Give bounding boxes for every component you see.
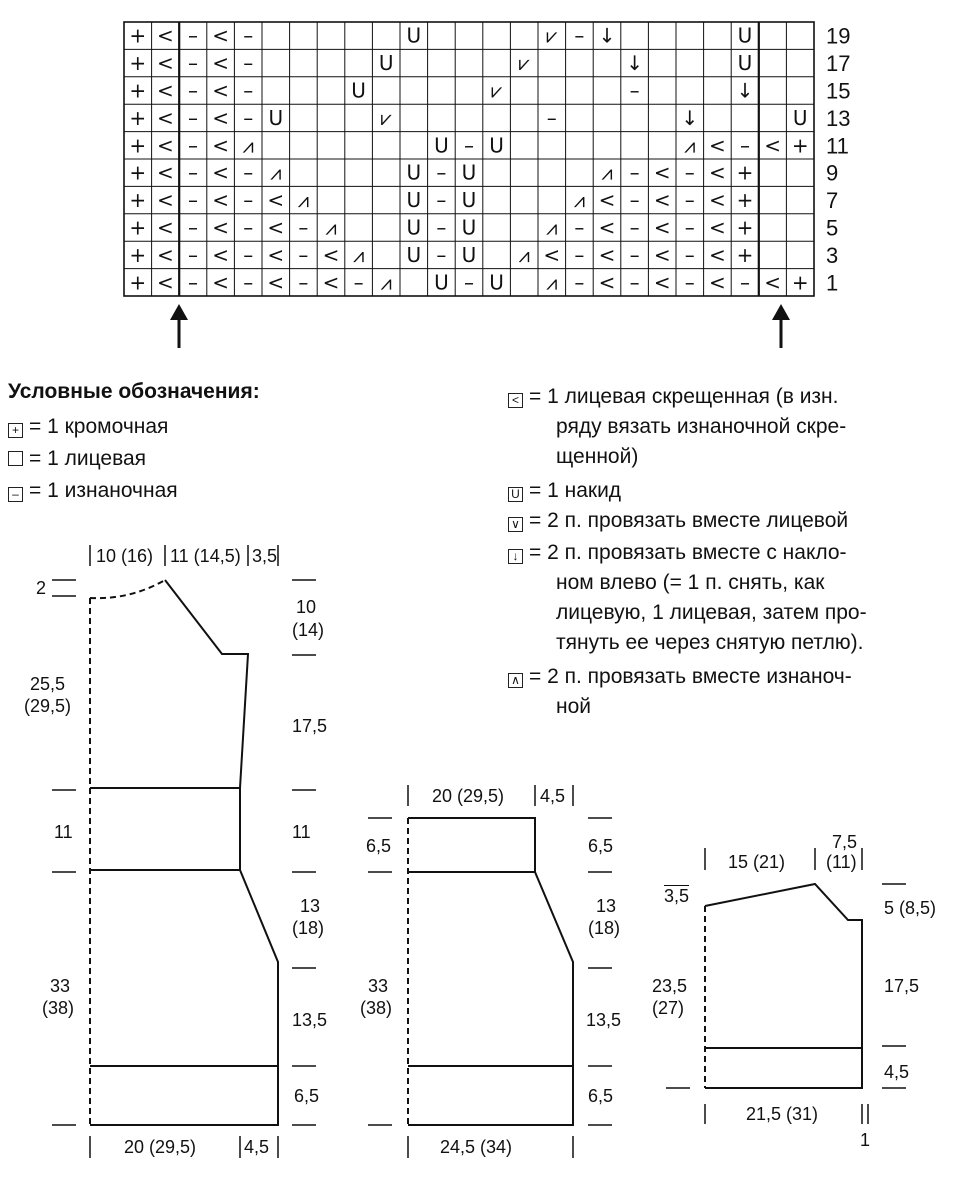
front-taper-height: 13 [596, 896, 617, 916]
chart-stitch-symbol: – [684, 215, 695, 240]
chart-stitch-symbol: ⩗ [490, 78, 503, 103]
chart-stitch-symbol: < [598, 270, 616, 295]
back-bottom-side: 4,5 [244, 1137, 270, 1157]
ssk-icon: ↓ [508, 549, 523, 564]
front-yoke-right: 6,5 [588, 836, 614, 856]
back-shoulder-height: 10 [296, 597, 317, 617]
sleeve-cap-width: 7,5 [832, 832, 858, 852]
chart-stitch-symbol: U [737, 23, 753, 48]
chart-stitch-symbol: + [129, 133, 147, 158]
legend-item-edge: + = 1 кромочная [8, 414, 168, 440]
chart-stitch-symbol: ⩘ [270, 160, 282, 185]
chart-stitch-symbol: U [737, 51, 753, 76]
chart-stitch-symbol: ⩘ [601, 160, 613, 185]
chart-stitch-symbol: < [157, 160, 174, 185]
chart-stitch-symbol: + [129, 78, 147, 103]
chart-stitch-symbol: < [212, 270, 229, 295]
chart-stitch-symbol: < [322, 242, 340, 267]
chart-stitch-symbol: – [464, 133, 474, 158]
chart-stitch-symbol: < [764, 133, 781, 158]
back-top-right-width: 3,5 [252, 546, 278, 566]
chart-stitch-symbol: U [434, 270, 449, 295]
back-armhole-height: 25,5 [30, 674, 66, 694]
sleeve-right-length: 17,5 [884, 976, 920, 996]
chart-row-number: 9 [826, 160, 839, 186]
chart-stitch-symbol: – [629, 242, 640, 267]
chart-stitch-symbol: < [653, 160, 671, 185]
chart-stitch-symbol: < [212, 105, 229, 130]
sleeve-cap-right: 5 (8,5) [884, 898, 937, 918]
chart-stitch-symbol: + [129, 23, 147, 48]
chart-stitch-symbol: < [157, 23, 174, 48]
chart-stitch-symbol: + [736, 242, 754, 267]
front-hem-height: 6,5 [588, 1086, 614, 1106]
legend-line: ряду вязать изнаночной скре- [556, 415, 847, 438]
chart-stitch-symbol: ↓ [681, 105, 699, 130]
chart-stitch-symbol: < [157, 242, 174, 267]
chart-stitch-symbol: – [188, 23, 198, 48]
chart-stitch-symbol: – [298, 270, 309, 295]
p2tog-icon: ∧ [508, 673, 523, 688]
chart-stitch-symbol: + [129, 105, 147, 130]
chart-stitch-symbol: ⩘ [352, 242, 365, 267]
chart-stitch-symbol: ⩘ [546, 270, 558, 295]
chart-stitch-symbol: – [574, 270, 585, 295]
chart-stitch-symbol: < [709, 133, 726, 158]
chart-row-number: 15 [826, 78, 851, 104]
front-lower-height: 13,5 [586, 1010, 622, 1030]
legend-item-knit: = 1 лицевая [8, 446, 146, 472]
chart-stitch-symbol: U [461, 160, 477, 185]
legend-line: тянуть ее через снятую петлю). [556, 631, 864, 654]
front-top-width: 20 (29,5) [432, 786, 505, 806]
chart-stitch-symbol: – [574, 215, 585, 240]
chart-stitch-symbol: + [129, 188, 147, 213]
chart-stitch-symbol: < [653, 270, 671, 295]
chart-stitch-symbol: < [157, 51, 174, 76]
chart-stitch-symbol: – [243, 215, 254, 240]
chart-stitch-symbol: < [709, 188, 726, 213]
chart-stitch-symbol: – [188, 51, 198, 76]
front-piece-outline [408, 818, 573, 1125]
legend-item-yarnover: U = 1 накид [508, 478, 621, 504]
chart-stitch-symbol: – [188, 188, 198, 213]
chart-stitch-symbol: < [653, 242, 671, 267]
chart-stitch-symbol: – [243, 242, 254, 267]
chart-stitch-symbol: < [157, 78, 174, 103]
chart-stitch-symbol: ↓ [598, 23, 616, 48]
chart-row-number: 3 [826, 242, 839, 268]
chart-stitch-symbol: U [434, 133, 449, 158]
chart-stitch-symbol: < [212, 78, 229, 103]
chart-stitch-symbol: – [243, 160, 254, 185]
chart-stitch-symbol: < [267, 188, 285, 213]
sleeve-top-width: 15 (21) [728, 852, 786, 872]
chart-stitch-symbol: – [629, 160, 640, 185]
back-yoke-height: 11 [54, 822, 73, 842]
chart-stitch-symbol: – [243, 270, 254, 295]
chart-stitch-symbol: < [267, 242, 285, 267]
chart-stitch-symbol: ↓ [626, 51, 643, 76]
chart-row-number: 13 [826, 105, 851, 131]
back-taper-height-alt: (18) [292, 918, 325, 938]
chart-stitch-symbol: U [378, 51, 394, 76]
chart-stitch-symbol: – [188, 78, 198, 103]
chart-stitch-symbol: – [353, 270, 364, 295]
chart-stitch-symbol: ⩘ [546, 215, 558, 240]
chart-stitch-symbol: – [629, 270, 640, 295]
back-lower-height: 13,5 [292, 1010, 328, 1030]
sleeve-bottom-width: 21,5 (31) [746, 1104, 819, 1124]
back-armhole-right: 17,5 [292, 716, 328, 736]
back-top-left-width: 10 (16) [96, 546, 154, 566]
chart-stitch-symbol: + [791, 133, 809, 158]
legend-line: ном влево (= 1 п. снять, как [556, 571, 825, 594]
chart-row-number: 17 [826, 51, 851, 77]
legend-item-p2tog: ∧ = 2 п. провязать вместе изнаноч- [508, 664, 852, 690]
chart-stitch-symbol: ⩗ [546, 23, 558, 48]
chart-stitch-symbol: – [188, 133, 198, 158]
chart-stitch-symbol: < [764, 270, 781, 295]
chart-stitch-symbol: < [709, 215, 726, 240]
chart-stitch-symbol: < [212, 133, 229, 158]
chart-stitch-symbol: U [406, 215, 422, 240]
back-body-height-alt: (38) [42, 998, 75, 1018]
back-piece-outline [90, 580, 278, 1125]
chart-row-number: 7 [826, 188, 839, 214]
chart-stitch-symbol: U [461, 242, 477, 267]
chart-row-number: 11 [826, 133, 849, 159]
chart-stitch-symbol: – [629, 215, 640, 240]
back-neck-depth: 2 [36, 578, 47, 598]
chart-stitch-symbol: + [736, 188, 754, 213]
edge-stitch-icon: + [8, 423, 23, 438]
chart-stitch-symbol: < [212, 242, 229, 267]
chart-stitch-symbol: U [406, 160, 422, 185]
chart-stitch-symbol: < [267, 215, 285, 240]
back-top-mid-width: 11 (14,5) [170, 546, 241, 566]
legend-line: щенной) [556, 445, 639, 468]
chart-stitch-symbol: + [736, 160, 754, 185]
chart-stitch-symbol: < [709, 160, 726, 185]
chart-stitch-symbol: < [157, 270, 174, 295]
chart-stitch-symbol: – [298, 242, 309, 267]
chart-stitch-symbol: – [546, 105, 557, 130]
legend-item-twisted: < = 1 лицевая скрещенная (в изн. [508, 384, 839, 410]
chart-stitch-symbol: – [574, 23, 585, 48]
chart-stitch-symbol: – [243, 105, 254, 130]
chart-stitch-symbol: ⩘ [325, 215, 337, 240]
back-bottom-width: 20 (29,5) [124, 1137, 197, 1157]
chart-stitch-symbol: – [188, 215, 198, 240]
chart-stitch-symbol: ↓ [736, 78, 754, 103]
chart-stitch-symbol: < [322, 270, 340, 295]
chart-stitch-symbol: < [212, 23, 229, 48]
chart-stitch-symbol: U [268, 105, 284, 130]
legend-item-k2tog: ∨ = 2 п. провязать вместе лицевой [508, 508, 848, 534]
chart-stitch-symbol: + [736, 215, 754, 240]
chart-stitch-symbol: – [436, 215, 447, 240]
chart-stitch-symbol: + [129, 51, 147, 76]
chart-stitch-symbol: + [129, 270, 147, 295]
back-taper-height: 13 [300, 896, 321, 916]
chart-stitch-symbol: U [406, 242, 422, 267]
chart-stitch-symbol: < [212, 51, 229, 76]
chart-stitch-symbol: < [543, 242, 561, 267]
chart-row-number: 5 [826, 215, 839, 241]
chart-stitch-symbol: + [129, 160, 147, 185]
chart-stitch-symbol: – [436, 160, 447, 185]
legend-line: ной [556, 695, 592, 718]
front-bottom-width: 24,5 (34) [440, 1137, 513, 1157]
front-body-height: 33 [368, 976, 389, 996]
chart-stitch-symbol: ⩘ [518, 242, 530, 267]
chart-stitch-symbol: < [157, 215, 174, 240]
chart-stitch-symbol: U [461, 215, 477, 240]
front-taper-height-alt: (18) [588, 918, 621, 938]
sleeve-cuff-height: 4,5 [884, 1062, 910, 1082]
sleeve-bottom-one: 1 [860, 1130, 871, 1150]
chart-stitch-symbol: < [212, 160, 229, 185]
chart-stitch-symbol: ⩘ [573, 188, 586, 213]
legend-title: Условные обозначения: [8, 380, 260, 403]
yarnover-icon: U [508, 487, 523, 502]
chart-stitch-symbol: ⩘ [684, 133, 696, 158]
chart-stitch-symbol: < [212, 188, 229, 213]
twisted-stitch-icon: < [508, 393, 523, 408]
front-body-height-alt: (38) [360, 998, 393, 1018]
chart-stitch-symbol: – [684, 188, 695, 213]
chart-stitch-symbol: < [157, 188, 174, 213]
chart-stitch-symbol: – [243, 23, 254, 48]
chart-stitch-symbol: + [791, 270, 809, 295]
chart-stitch-symbol: U [406, 188, 422, 213]
front-yoke-left: 6,5 [366, 836, 392, 856]
back-shoulder-height-alt: (14) [292, 620, 325, 640]
chart-stitch-symbol: – [629, 78, 640, 103]
chart-stitch-symbol: – [188, 242, 198, 267]
chart-stitch-symbol: – [574, 242, 585, 267]
chart-stitch-symbol: U [792, 105, 808, 130]
chart-stitch-symbol: U [351, 78, 366, 103]
chart-stitch-symbol: U [489, 270, 504, 295]
back-body-height: 33 [50, 976, 71, 996]
legend-item-purl: – = 1 изнаночная [8, 478, 178, 504]
chart-stitch-symbol: – [740, 270, 750, 295]
chart-stitch-symbol: < [598, 242, 616, 267]
legend-line: лицевую, 1 лицевая, затем про- [556, 601, 867, 624]
chart-stitch-symbol: – [188, 160, 198, 185]
chart-stitch-symbol: + [129, 242, 147, 267]
chart-stitch-symbol: – [464, 270, 474, 295]
chart-stitch-symbol: < [267, 270, 285, 295]
k2tog-icon: ∨ [508, 517, 523, 532]
chart-stitch-symbol: < [709, 242, 726, 267]
chart-stitch-symbol: – [243, 188, 254, 213]
chart-stitch-symbol: – [436, 188, 447, 213]
sleeve-cap-width-alt: (11) [826, 852, 857, 872]
sleeve-length: 23,5 [652, 976, 688, 996]
chart-stitch-symbol: ⩘ [242, 133, 254, 158]
chart-stitch-symbol: – [243, 51, 254, 76]
chart-stitch-symbol: ⩗ [380, 105, 392, 130]
legend-item-ssk: ↓ = 2 п. провязать вместе с накло- [508, 540, 847, 566]
back-yoke-right: 11 [292, 822, 311, 842]
chart-stitch-symbol: – [684, 270, 695, 295]
chart-stitch-symbol: ⩘ [380, 270, 392, 295]
chart-stitch-symbol: – [188, 270, 198, 295]
chart-row-number: 19 [826, 23, 851, 49]
sleeve-cap-left: 3,5 [664, 886, 690, 906]
back-armhole-height-alt: (29,5) [24, 696, 72, 716]
sleeve-length-alt: (27) [652, 998, 685, 1018]
chart-stitch-symbol: – [298, 215, 309, 240]
chart-stitch-symbol: + [129, 215, 147, 240]
sleeve-outline [705, 884, 862, 1088]
chart-row-number: 1 [826, 270, 839, 296]
chart-stitch-symbol: U [461, 188, 477, 213]
chart-stitch-symbol: – [684, 160, 695, 185]
chart-stitch-symbol: < [598, 215, 616, 240]
chart-stitch-symbol: – [629, 188, 640, 213]
chart-stitch-symbol: U [406, 23, 422, 48]
front-top-side: 4,5 [540, 786, 566, 806]
purl-stitch-icon: – [8, 487, 23, 502]
chart-stitch-symbol: – [436, 242, 447, 267]
chart-stitch-symbol: ⩘ [297, 188, 310, 213]
chart-stitch-symbol: – [684, 242, 695, 267]
chart-stitch-symbol: < [598, 188, 616, 213]
chart-stitch-symbol: U [489, 133, 504, 158]
chart-stitch-symbol: – [740, 133, 750, 158]
chart-stitch-symbol: < [157, 105, 174, 130]
chart-stitch-symbol: ⩗ [518, 51, 530, 76]
chart-stitch-symbol: < [653, 188, 671, 213]
chart-stitch-symbol: – [243, 78, 254, 103]
chart-stitch-symbol: < [653, 215, 671, 240]
chart-stitch-symbol: – [188, 105, 198, 130]
chart-stitch-symbol: < [212, 215, 229, 240]
chart-stitch-symbol: < [709, 270, 726, 295]
chart-stitch-symbol: < [157, 133, 174, 158]
back-hem-height: 6,5 [294, 1086, 320, 1106]
